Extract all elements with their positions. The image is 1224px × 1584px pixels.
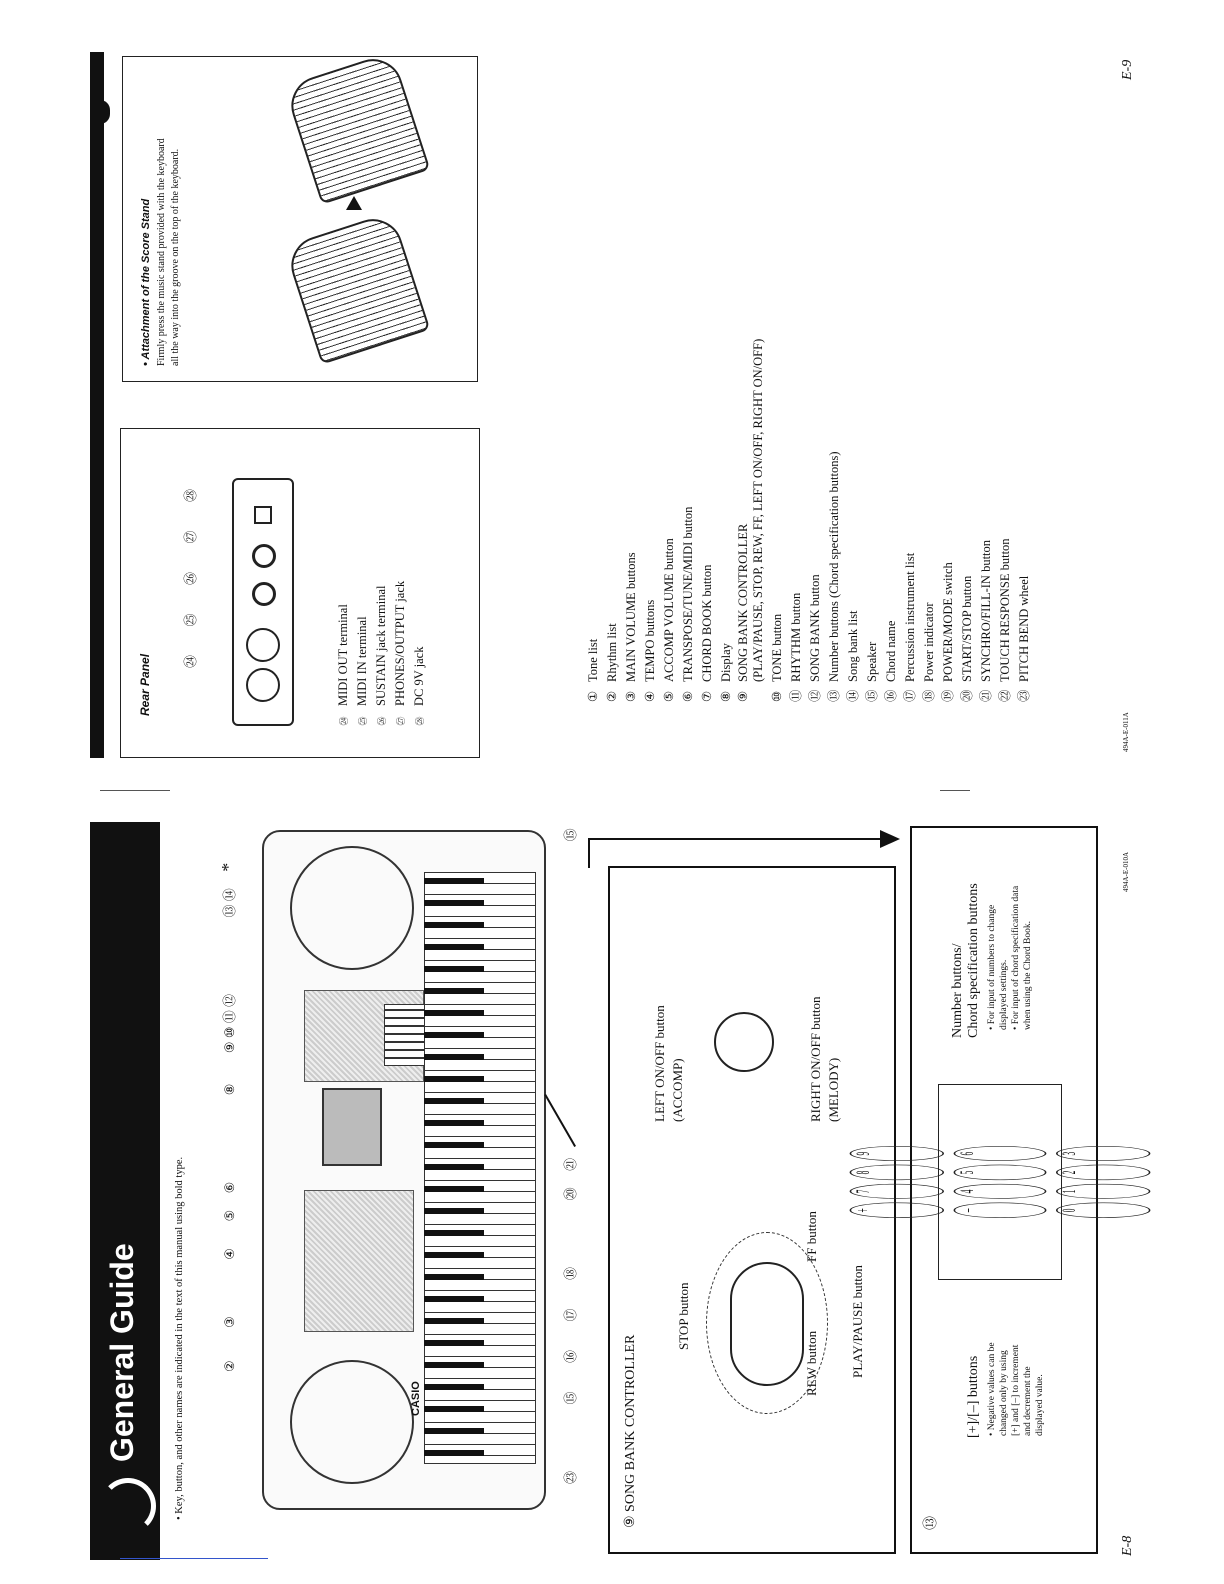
legend-text: SUSTAIN jack terminal — [374, 585, 388, 706]
bottom-rule — [120, 1558, 268, 1559]
rear-panel-strip — [232, 478, 294, 726]
parts-list-item — [751, 339, 768, 702]
legend-num: ㉕ — [358, 716, 369, 726]
desc-line: • For input of chord specification data — [1011, 885, 1021, 1030]
right-code: 494A-E-011A — [1122, 712, 1130, 752]
part-num: ⑩ — [770, 690, 784, 702]
number-title — [950, 883, 982, 1038]
page-divider-2 — [940, 790, 970, 791]
part-text: Rhythm list — [605, 623, 619, 682]
parts-list — [584, 339, 1034, 702]
part-text: ACCOMP VOLUME button — [662, 538, 676, 682]
part-text: Number buttons (Chord specification buttons) — [827, 451, 841, 682]
parts-list-item — [584, 339, 603, 702]
callout-16: ⑯ — [563, 1349, 578, 1363]
desc-line: and decrement the — [1023, 1366, 1033, 1436]
speaker-bottom — [290, 1360, 414, 1484]
part-num: ㉒ — [998, 689, 1012, 702]
rear-legend-item — [372, 581, 391, 728]
desc-line: displayed settings. — [999, 959, 1009, 1030]
part-text: Percussion instrument list — [903, 552, 917, 682]
ff-button-label: FF button — [804, 1211, 819, 1262]
part-num: ⑤ — [662, 690, 676, 702]
part-num: ① — [586, 690, 600, 702]
callout-asterisk: * — [218, 862, 238, 872]
parts-list-item — [1015, 339, 1034, 702]
callout-18: ⑱ — [563, 1266, 578, 1280]
part-num: ㉑ — [979, 689, 993, 702]
part-text: Power indicator — [922, 602, 936, 682]
number-title-line2: Chord specification buttons — [966, 883, 981, 1038]
number-buttons-panel — [384, 1004, 428, 1066]
legend-text: PHONES/OUTPUT jack — [393, 580, 407, 706]
key-7[interactable]: 7 — [850, 1184, 944, 1199]
part-text: MAIN VOLUME buttons — [624, 552, 638, 682]
callout-4: ④ — [222, 1248, 237, 1260]
key-minus[interactable]: – — [953, 1203, 1047, 1218]
parts-list-item — [698, 339, 717, 702]
callout-15a: ⑮ — [563, 1391, 578, 1405]
parts-list-item — [806, 339, 825, 702]
callout-5: ⑤ — [222, 1209, 237, 1222]
legend-text: DC 9V jack — [412, 646, 426, 706]
melody-label: (MELODY) — [826, 1057, 841, 1122]
callout-28: ㉘ — [183, 488, 198, 502]
key-3[interactable]: 3 — [1057, 1146, 1151, 1161]
legend-text: MIDI OUT terminal — [336, 604, 350, 706]
legend-num: ㉖ — [377, 716, 388, 726]
part-text: TEMPO buttons — [643, 599, 657, 682]
callouts-top — [218, 863, 239, 1372]
part-num: ⑱ — [922, 689, 936, 702]
right-onoff-label: RIGHT ON/OFF button — [808, 996, 823, 1122]
parts-list-item — [679, 339, 698, 702]
header-note: • Key, button, and other names are indicated in the text of this manual using bold type. — [174, 1156, 185, 1520]
key-2[interactable]: 2 — [1057, 1165, 1151, 1180]
parts-list-item — [825, 339, 844, 702]
part-num: ⑮ — [865, 689, 879, 702]
part-text: Chord name — [884, 620, 898, 682]
callout-15b: ⑮ — [563, 828, 578, 842]
accomp-label: (ACCOMP) — [670, 1058, 685, 1122]
key-9[interactable]: 9 — [850, 1146, 944, 1161]
part-text: SONG BANK button — [808, 574, 822, 682]
left-page-number: E-8 — [1120, 1535, 1135, 1556]
parts-list-item — [768, 339, 787, 702]
score-stand-text2: all the way into the groove on the top of the keyboard. — [170, 148, 181, 366]
part-num: ⑭ — [846, 689, 860, 702]
part-text: POWER/MODE switch — [941, 562, 955, 682]
plus-minus-title: [+]/[–] buttons — [966, 1355, 981, 1438]
part-text: Speaker — [865, 641, 879, 682]
parts-list-item — [920, 339, 939, 702]
parts-list-item — [603, 339, 622, 702]
part-text: SONG BANK CONTROLLER — [736, 523, 750, 682]
parts-list-item — [996, 339, 1015, 702]
keyboard-illustration — [262, 830, 546, 1510]
desc-line: • For input of numbers to change — [987, 904, 997, 1030]
part-num: ⑬ — [827, 689, 841, 702]
rear-panel-title: Rear Panel — [138, 653, 152, 716]
play-pause-button-label: PLAY/PAUSE button — [850, 1265, 865, 1378]
callout-21: ㉑ — [563, 1157, 578, 1171]
rear-panel-callouts — [180, 489, 199, 668]
part-text: SYNCHRO/FILL-IN button — [979, 539, 993, 682]
part-text: Tone list — [586, 638, 600, 682]
callout-20: ⑳ — [563, 1187, 578, 1201]
desc-line: • Negative values can be — [987, 1342, 997, 1436]
right-page-number: E-9 — [1120, 59, 1135, 80]
part-num: ⑰ — [903, 689, 917, 702]
callout-27: ㉗ — [183, 530, 198, 544]
left-code: 494A-E-010A — [1122, 851, 1130, 892]
speaker-top — [290, 846, 414, 970]
connector-line-3 — [588, 838, 888, 840]
display-panel — [322, 1088, 382, 1166]
part-num: ⑧ — [719, 690, 733, 702]
callout-25: ㉕ — [183, 613, 198, 627]
rear-legend-item — [391, 581, 410, 728]
desc-line: when using the Chord Book. — [1023, 921, 1033, 1030]
phones-jack-icon — [252, 544, 276, 568]
key-4[interactable]: 4 — [953, 1184, 1047, 1199]
parts-list-item — [863, 339, 882, 702]
rew-button-label: REW button — [804, 1330, 819, 1396]
left-onoff-label: LEFT ON/OFF button — [652, 1005, 667, 1122]
callout-23: ㉓ — [563, 1470, 578, 1484]
legend-num: ㉔ — [339, 716, 350, 726]
number-keypad — [851, 1084, 1081, 1280]
brand-logo: CASIO — [410, 1381, 422, 1416]
part-text: TOUCH RESPONSE button — [998, 538, 1012, 682]
part-num: ⑳ — [960, 689, 974, 702]
callout-8: ⑧ — [222, 1083, 237, 1096]
parts-list-item — [622, 339, 641, 702]
rear-legend-item — [334, 581, 353, 728]
parts-list-item — [958, 339, 977, 702]
parts-list-item — [844, 339, 863, 702]
dc-jack-icon — [254, 506, 272, 524]
parts-list-item — [977, 339, 996, 702]
black-keys — [424, 872, 484, 1462]
title-arc-icon — [100, 1478, 156, 1534]
part-num: ⑨ — [736, 690, 750, 702]
part-num: ⑥ — [681, 690, 695, 702]
song-bank-box-title: ⑨ SONG BANK CONTROLLER — [623, 1334, 638, 1528]
right-title-band-tab — [90, 100, 110, 124]
part-num: ⑦ — [700, 690, 714, 702]
parts-list-item — [736, 339, 751, 702]
sustain-jack-icon — [252, 582, 276, 606]
parts-list-item — [717, 339, 736, 702]
part-num: ⑪ — [789, 689, 803, 702]
part-text: START/STOP button — [960, 575, 974, 682]
callout-26: ㉖ — [183, 571, 198, 585]
part-text: PITCH BEND wheel — [1017, 575, 1031, 682]
part-num: ⑫ — [808, 689, 822, 702]
midi-in-jack-icon — [246, 628, 280, 662]
part-text: TRANSPOSE/TUNE/MIDI button — [681, 506, 695, 682]
song-bank-dpad-icon — [730, 1262, 804, 1386]
part-num: ② — [605, 690, 619, 702]
part-text: CHORD BOOK button — [700, 564, 714, 682]
left-right-dial-icon — [714, 1012, 774, 1072]
callout-14: ⑭ — [222, 888, 237, 902]
page-title: General Guide — [104, 1243, 140, 1462]
callout-6: ⑥ — [222, 1181, 237, 1194]
arrow-up-icon — [346, 196, 362, 210]
part-num: ⑯ — [884, 689, 898, 702]
legend-num: ㉘ — [415, 716, 426, 726]
part-text: TONE button — [770, 613, 784, 682]
number-box-index: ⑬ — [924, 1516, 939, 1530]
song-bank-list-panel — [304, 1190, 414, 1332]
connector-line-2 — [588, 838, 590, 868]
number-title-line1: Number buttons/ — [950, 943, 965, 1038]
key-5[interactable]: 5 — [953, 1165, 1047, 1180]
parts-list-item — [882, 339, 901, 702]
right-title-band — [90, 52, 104, 758]
callout-24: ㉔ — [183, 654, 198, 668]
midi-out-jack-icon — [246, 668, 280, 702]
key-plus[interactable]: + — [850, 1203, 944, 1218]
callout-10: ⑩ — [222, 1026, 237, 1039]
plus-minus-desc — [986, 1342, 1046, 1436]
parts-list-item — [641, 339, 660, 702]
page-divider — [100, 790, 170, 791]
key-6[interactable]: 6 — [953, 1146, 1047, 1161]
rear-legend-item — [353, 581, 372, 728]
parts-list-item — [787, 339, 806, 702]
key-0[interactable]: 0 — [1057, 1203, 1151, 1218]
rear-panel-legend — [334, 581, 429, 728]
callout-12: ⑫ — [222, 993, 237, 1007]
part-text: (PLAY/PAUSE, STOP, REW, FF, LEFT ON/OFF, RIGHT ON/OFF) — [751, 338, 765, 682]
callout-2: ② — [222, 1360, 237, 1372]
stop-button-label: STOP button — [676, 1282, 691, 1350]
key-1[interactable]: 1 — [1057, 1184, 1151, 1199]
part-text: Display — [719, 643, 733, 682]
part-num: ③ — [624, 690, 638, 702]
part-text: Song bank list — [846, 610, 860, 682]
callout-13: ⑬ — [222, 904, 237, 918]
parts-list-item — [901, 339, 920, 702]
callout-3: ③ — [222, 1316, 237, 1328]
desc-line: [+] and [–] to increment — [1011, 1344, 1021, 1436]
callout-17: ⑰ — [563, 1308, 578, 1322]
key-8[interactable]: 8 — [850, 1165, 944, 1180]
part-num: ㉓ — [1017, 689, 1031, 702]
parts-list-item — [939, 339, 958, 702]
rear-legend-item — [410, 581, 429, 728]
score-stand-title: • Attachment of the Score Stand — [140, 198, 152, 366]
arrow-icon — [880, 830, 900, 848]
callout-9: ⑨ — [222, 1041, 237, 1054]
legend-num: ㉗ — [396, 716, 407, 726]
desc-line: changed only by using — [999, 1350, 1009, 1436]
score-stand-text1: Firmly press the music stand provided with the keyboard — [156, 138, 167, 366]
number-desc — [986, 886, 1034, 1030]
part-num: ⑲ — [941, 689, 955, 702]
callout-11: ⑪ — [222, 1010, 237, 1024]
callouts-bottom — [560, 828, 579, 1484]
parts-list-item — [660, 339, 679, 702]
part-text: RHYTHM button — [789, 592, 803, 682]
desc-line: displayed value. — [1035, 1374, 1045, 1436]
legend-text: MIDI IN terminal — [355, 616, 369, 706]
part-num: ④ — [643, 690, 657, 702]
